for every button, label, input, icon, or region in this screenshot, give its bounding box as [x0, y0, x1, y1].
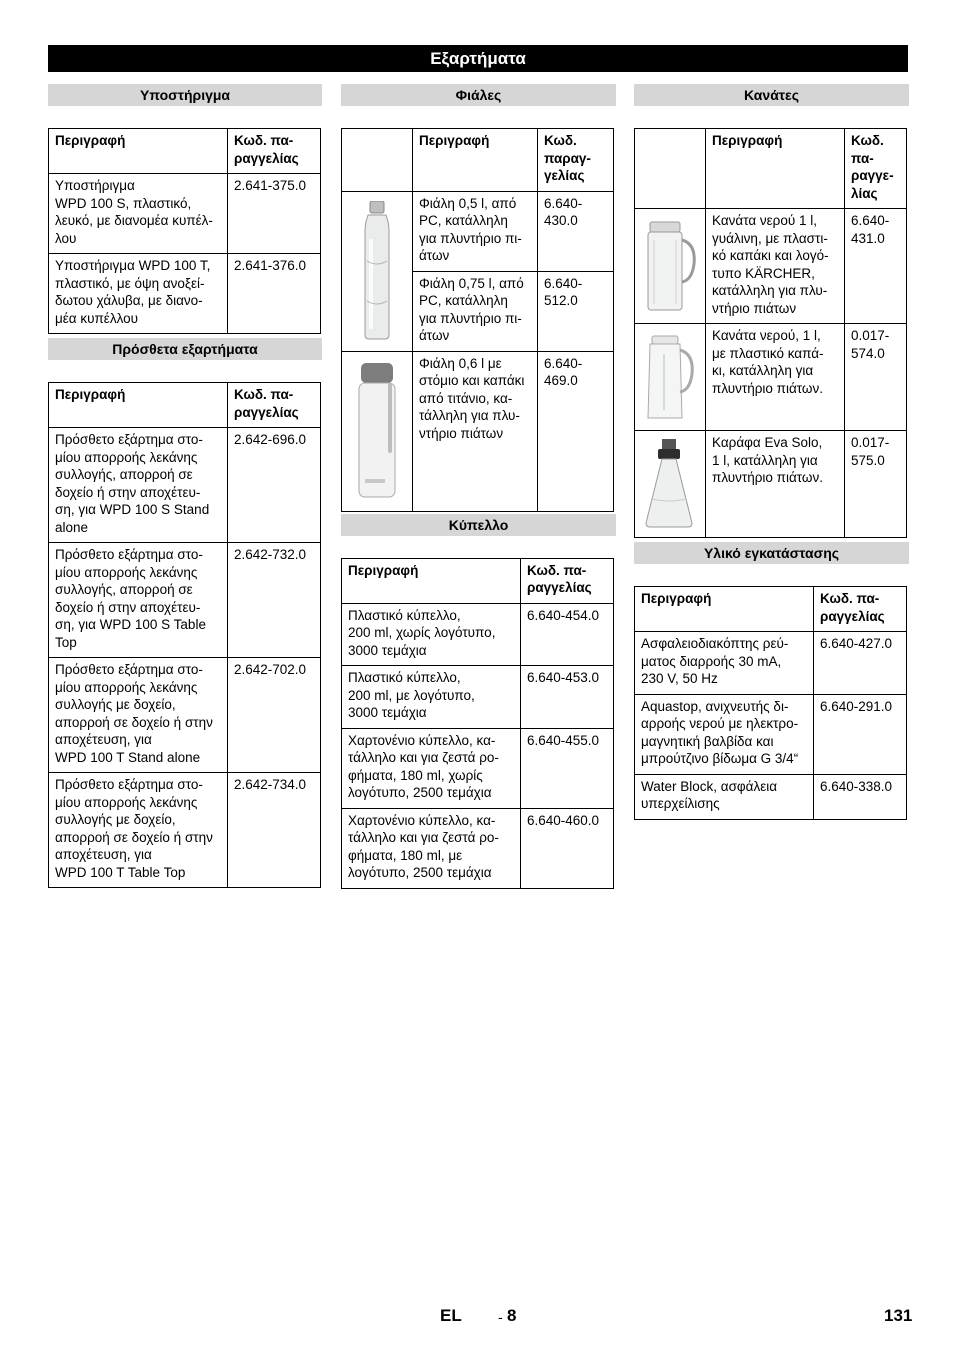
- column-header-image: [635, 129, 706, 209]
- table-row: [342, 191, 614, 271]
- row-code: 2.641-375.0: [228, 174, 321, 254]
- row-code: 2.642-734.0: [228, 773, 321, 888]
- row-description: Κανάτα νερού 1 l, γυάλινη, με πλαστι- κό καπάκι και λογό- τυπο KÄRCHER, κατάλληλη για πλυ- ντήριο πιάτων: [706, 209, 845, 324]
- row-description: Υποστήριγμα WPD 100 T, πλαστικό, με όψη ανοξεί- δωτου χάλυβα, με διανο- μέα κυπέλλου: [49, 254, 228, 334]
- table-header-row: [342, 129, 614, 192]
- carafe-image: [642, 439, 698, 529]
- column-header-description: Περιγραφή: [635, 587, 814, 632]
- page-title: Εξαρτήματα: [48, 45, 908, 72]
- row-description: Κανάτα νερού, 1 l, με πλαστικό καπά- κι, κατάλληλη για πλυντήριο πιάτων.: [706, 324, 845, 431]
- table-row: [342, 666, 614, 729]
- section-heading-stand: Υποστήριγμα: [48, 84, 322, 106]
- row-description: Υποστήριγμα WPD 100 S, πλαστικό, λευκό, με διανομέα κυπέλ- λου: [49, 174, 228, 254]
- section-heading-jugs: Κανάτες: [634, 84, 909, 106]
- row-code: 6.640-454.0: [521, 603, 614, 666]
- table-header-row: [635, 129, 907, 209]
- row-code: 6.640-460.0: [521, 808, 614, 888]
- column-header-code-text: Κωδ. πα- ραγγελίας: [234, 387, 299, 420]
- table-row: [635, 431, 907, 538]
- column-header-code-text: Κωδ. πα- ραγγελίας: [234, 133, 299, 166]
- bottles-table: [341, 128, 614, 512]
- table-row: [49, 174, 321, 254]
- section-heading-bottles: Φιάλες: [341, 84, 616, 106]
- column-header-code: [845, 129, 907, 209]
- table-row: [49, 254, 321, 334]
- row-code: 6.640-455.0: [521, 728, 614, 808]
- row-code: 6.640-427.0: [814, 632, 907, 695]
- column-header-description: Περιγραφή: [49, 129, 228, 174]
- column-header-code-text: Κωδ. πα- ραγγε- λίας: [851, 133, 894, 201]
- jug-image-cell: [635, 324, 706, 431]
- table-row: [635, 632, 907, 695]
- glass-jug-image: [642, 220, 698, 312]
- bottle-image: [359, 201, 395, 341]
- column-header-description: Περιγραφή: [49, 383, 228, 428]
- column-header-image: [342, 129, 413, 192]
- jug-image-cell: [635, 209, 706, 324]
- column-header-code: [521, 558, 614, 603]
- table-row: [49, 658, 321, 773]
- row-description: Πρόσθετο εξάρτημα στο- μίου απορροής λεκάνης συλλογής, απορροή σε δοχείο ή στην αποχέτευ- ση, για WPD 100 S Stand alone: [49, 428, 228, 543]
- bottle-image: [355, 361, 399, 501]
- column-header-code: [814, 587, 907, 632]
- table-header-row: [49, 383, 321, 428]
- row-code: 0.017- 575.0: [845, 431, 907, 538]
- column-header-code-text: Κωδ. παραγ- γελίας: [544, 133, 591, 183]
- row-description: Χαρτονένιο κύπελλο, κα- τάλληλο και για ζεστά ρο- φήματα, 180 ml, χωρίς λογότυπο, 2500 τεμάχια: [342, 728, 521, 808]
- install-table: [634, 586, 907, 820]
- bottle-image-cell: [342, 191, 413, 351]
- jugs-table: [634, 128, 907, 538]
- row-code: 6.640- 431.0: [845, 209, 907, 324]
- table-row: [342, 808, 614, 888]
- column-left: [48, 84, 322, 888]
- row-description: Πρόσθετο εξάρτημα στο- μίου απορροής λεκάνης συλλογής με δοχείο, απορροή σε δοχείο ή στην αποχέτευση, για WPD 100 T Table Top: [49, 773, 228, 888]
- row-code: 0.017- 574.0: [845, 324, 907, 431]
- column-header-code: [538, 129, 614, 192]
- column-header-code: [228, 383, 321, 428]
- column-middle: [341, 84, 616, 889]
- row-code: 6.640-338.0: [814, 774, 907, 819]
- row-code: 6.640- 512.0: [538, 271, 614, 351]
- column-header-code-text: Κωδ. πα- ραγγελίας: [820, 591, 885, 624]
- table-row: [49, 428, 321, 543]
- row-code: 2.642-732.0: [228, 543, 321, 658]
- row-description: Φιάλη 0,75 l, από PC, κατάλληλη για πλυντήριο πι- άτων: [413, 271, 538, 351]
- carafe-image-cell: [635, 431, 706, 538]
- stand-table: [48, 128, 321, 334]
- row-description: Water Block, ασφάλεια υπερχείλισης: [635, 774, 814, 819]
- footer-dash: -: [498, 1309, 503, 1325]
- row-description: Ασφαλειοδιακόπτης ρεύ- ματος διαρροής 30 mA, 230 V, 50 Hz: [635, 632, 814, 695]
- column-header-description: Περιγραφή: [413, 129, 538, 192]
- footer-section-page: 8: [507, 1306, 517, 1325]
- row-code: 6.640-291.0: [814, 694, 907, 774]
- table-row: [635, 774, 907, 819]
- row-description: Φιάλη 0,6 l με στόμιο και καπάκι από τιτάνιο, κα- τάλληλη για πλυ- ντήριο πιάτων: [413, 351, 538, 511]
- table-header-row: [635, 587, 907, 632]
- column-header-code: [228, 129, 321, 174]
- bottle-image-cell: [342, 351, 413, 511]
- section-heading-cups: Κύπελλο: [341, 514, 616, 536]
- table-row: [342, 728, 614, 808]
- table-header-row: [49, 129, 321, 174]
- footer-language: EL: [440, 1306, 462, 1325]
- plastic-jug-image: [642, 334, 698, 420]
- table-row: [49, 543, 321, 658]
- column-right: [634, 84, 909, 820]
- section-heading-extras: Πρόσθετα εξαρτήματα: [48, 338, 322, 360]
- row-code: 2.642-696.0: [228, 428, 321, 543]
- row-description: Καράφα Eva Solo, 1 l, κατάλληλη για πλυντήριο πιάτων.: [706, 431, 845, 538]
- row-description: Πλαστικό κύπελλο, 200 ml, χωρίς λογότυπο, 3000 τεμάχια: [342, 603, 521, 666]
- table-row: [49, 773, 321, 888]
- table-header-row: [342, 558, 614, 603]
- row-code: 2.642-702.0: [228, 658, 321, 773]
- section-heading-install: Υλικό εγκατάστασης: [634, 542, 909, 564]
- table-row: [635, 324, 907, 431]
- row-description: Πρόσθετο εξάρτημα στο- μίου απορροής λεκάνης συλλογής με δοχείο, απορροή σε δοχείο ή στην αποχέτευση, για WPD 100 T Stand alone: [49, 658, 228, 773]
- row-description: Φιάλη 0,5 l, από PC, κατάλληλη για πλυντήριο πι- άτων: [413, 191, 538, 271]
- row-code: 6.640- 430.0: [538, 191, 614, 271]
- row-description: Πλαστικό κύπελλο, 200 ml, με λογότυπο, 3000 τεμάχια: [342, 666, 521, 729]
- row-description: Aquastop, ανιχνευτής δι- αρροής νερού με ηλεκτρο- μαγνητική βαλβίδα και μπρούτζινο βίδωμα G 3/4“: [635, 694, 814, 774]
- table-row: [342, 351, 614, 511]
- cups-table: [341, 558, 614, 889]
- column-header-description: Περιγραφή: [706, 129, 845, 209]
- table-row: [342, 603, 614, 666]
- row-code: 6.640-453.0: [521, 666, 614, 729]
- extras-table: [48, 382, 321, 888]
- column-header-code-text: Κωδ. πα- ραγγελίας: [527, 562, 592, 595]
- row-description: Χαρτονένιο κύπελλο, κα- τάλληλο και για ζεστά ρο- φήματα, 180 ml, με λογότυπο, 2500 τεμάχια: [342, 808, 521, 888]
- table-row: [635, 209, 907, 324]
- row-code: 6.640- 469.0: [538, 351, 614, 511]
- page-number: 131: [884, 1306, 913, 1325]
- row-code: 2.641-376.0: [228, 254, 321, 334]
- column-header-description: Περιγραφή: [342, 558, 521, 603]
- table-row: [635, 694, 907, 774]
- row-description: Πρόσθετο εξάρτημα στο- μίου απορροής λεκάνης συλλογής, απορροή σε δοχείο ή στην αποχέτευ- ση, για WPD 100 S Table Top: [49, 543, 228, 658]
